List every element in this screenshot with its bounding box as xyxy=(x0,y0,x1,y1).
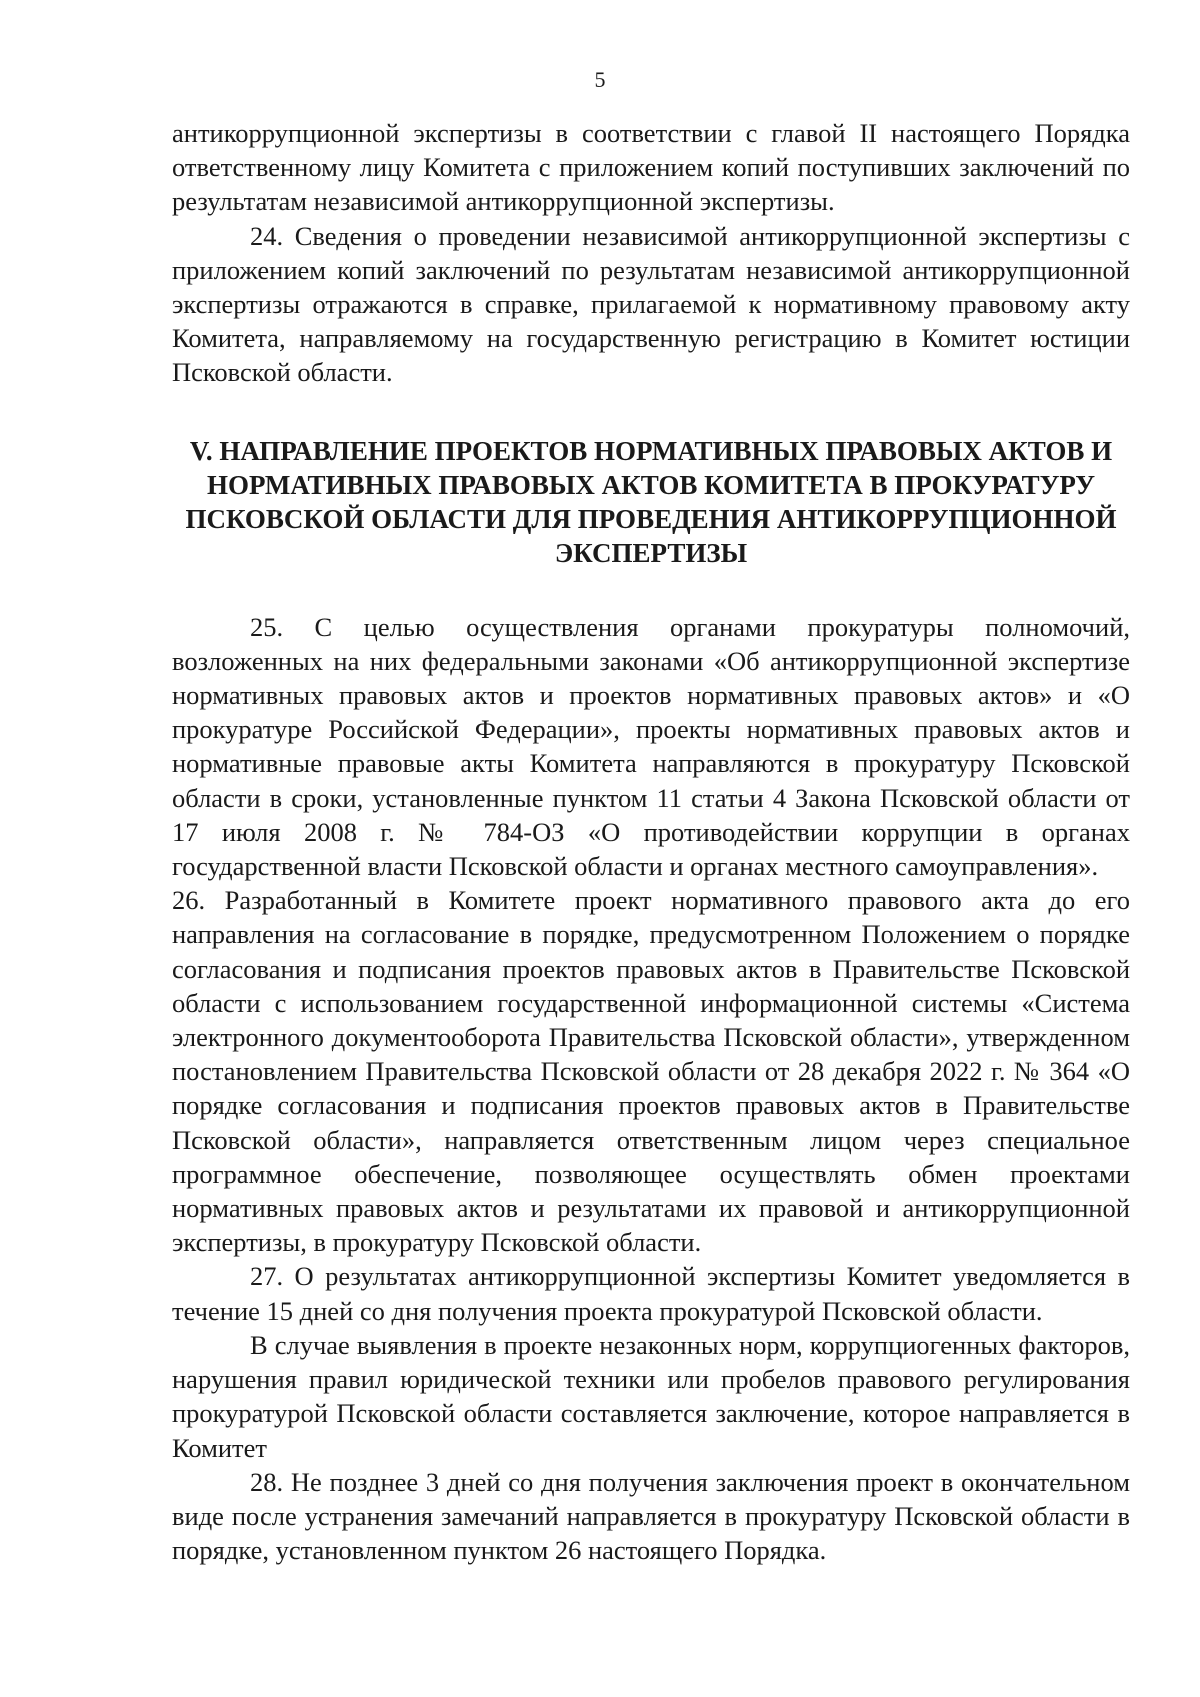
document-body xyxy=(172,116,1130,1567)
paragraph-24: 24. Сведения о проведении независимой антикоррупционной экспертизы с приложением копий заключений по результатам независимой антикоррупционной экспертизы отражаются в справке, прилагаемой к нормативному правовому акту Комитета, направляемому на государственную регистрацию в Комитет юстиции Псковской области. xyxy=(172,220,1130,388)
section-heading: V. НАПРАВЛЕНИЕ ПРОЕКТОВ НОРМАТИВНЫХ ПРАВОВЫХ АКТОВ И НОРМАТИВНЫХ ПРАВОВЫХ АКТОВ КОМИТЕТА В ПРОКУРАТУРУ ПСКОВСКОЙ ОБЛАСТИ ДЛЯ ПРОВЕДЕНИЯ АНТИКОРРУПЦИОННОЙ ЭКСПЕРТИЗЫ xyxy=(185,435,1117,568)
paragraph-25: 25. С целью осуществления органами прокуратуры полномочий, возложенных на них федеральными законами «Об антикоррупционной экспертизе нормативных правовых актов и проектов нормативных правовых актов» и «О прокуратуре Российской Федерации», проекты нормативных правовых актов и нормативные правовые акты Комитета направляются в прокуратуру Псковской области в сроки, установленные пунктом 11 статьи 4 Закона Псковской области от 17 июля 2008 г. № 784-ОЗ «О противодействии коррупции в органах государственной власти Псковской области и органах местного самоуправления». xyxy=(172,611,1130,882)
paragraph-27-continued: В случае выявления в проекте незаконных норм, коррупциогенных факторов, нарушения правил юридической техники или пробелов правового регулирования прокуратурой Псковской области составляется заключение, которое направляется в Комитет xyxy=(172,1329,1130,1463)
paragraph-27: 27. О результатах антикоррупционной экспертизы Комитет уведомляется в течение 15 дней со дня получения проекта прокуратурой Псковской области. xyxy=(172,1261,1130,1326)
paragraph-26: 26. Разработанный в Комитете проект нормативного правового акта до его направления на согласование в порядке, предусмотренном Положением о порядке согласования и подписания проектов правовых актов в Правительстве Псковской области с использованием государственной информационной системы «Система электронного документооборота Правительства Псковской области», утвержденном постановлением Правительства Псковской области от 28 декабря 2022 г. № 364 «О порядке согласования и подписания проектов правовых актов в Правительстве Псковской области», направляется ответственным лицом через специальное программное обеспечение, позволяющее осуществлять обмен проектами нормативных правовых актов и результатами их правовой и антикоррупционной экспертизы, в прокуратуру Псковской области. xyxy=(172,885,1130,1258)
paragraph-28: 28. Не позднее 3 дней со дня получения заключения проект в окончательном виде после устранения замечаний направляется в прокуратуру Псковской области в порядке, установленном пунктом 26 настоящего Порядка. xyxy=(172,1466,1130,1566)
page-number: 5 xyxy=(594,67,606,92)
paragraph-continuation: антикоррупционной экспертизы в соответствии с главой II настоящего Порядка ответственному лицу Комитета с приложением копий поступивших заключений по результатам независимой антикоррупционной экспертизы. xyxy=(172,118,1130,217)
